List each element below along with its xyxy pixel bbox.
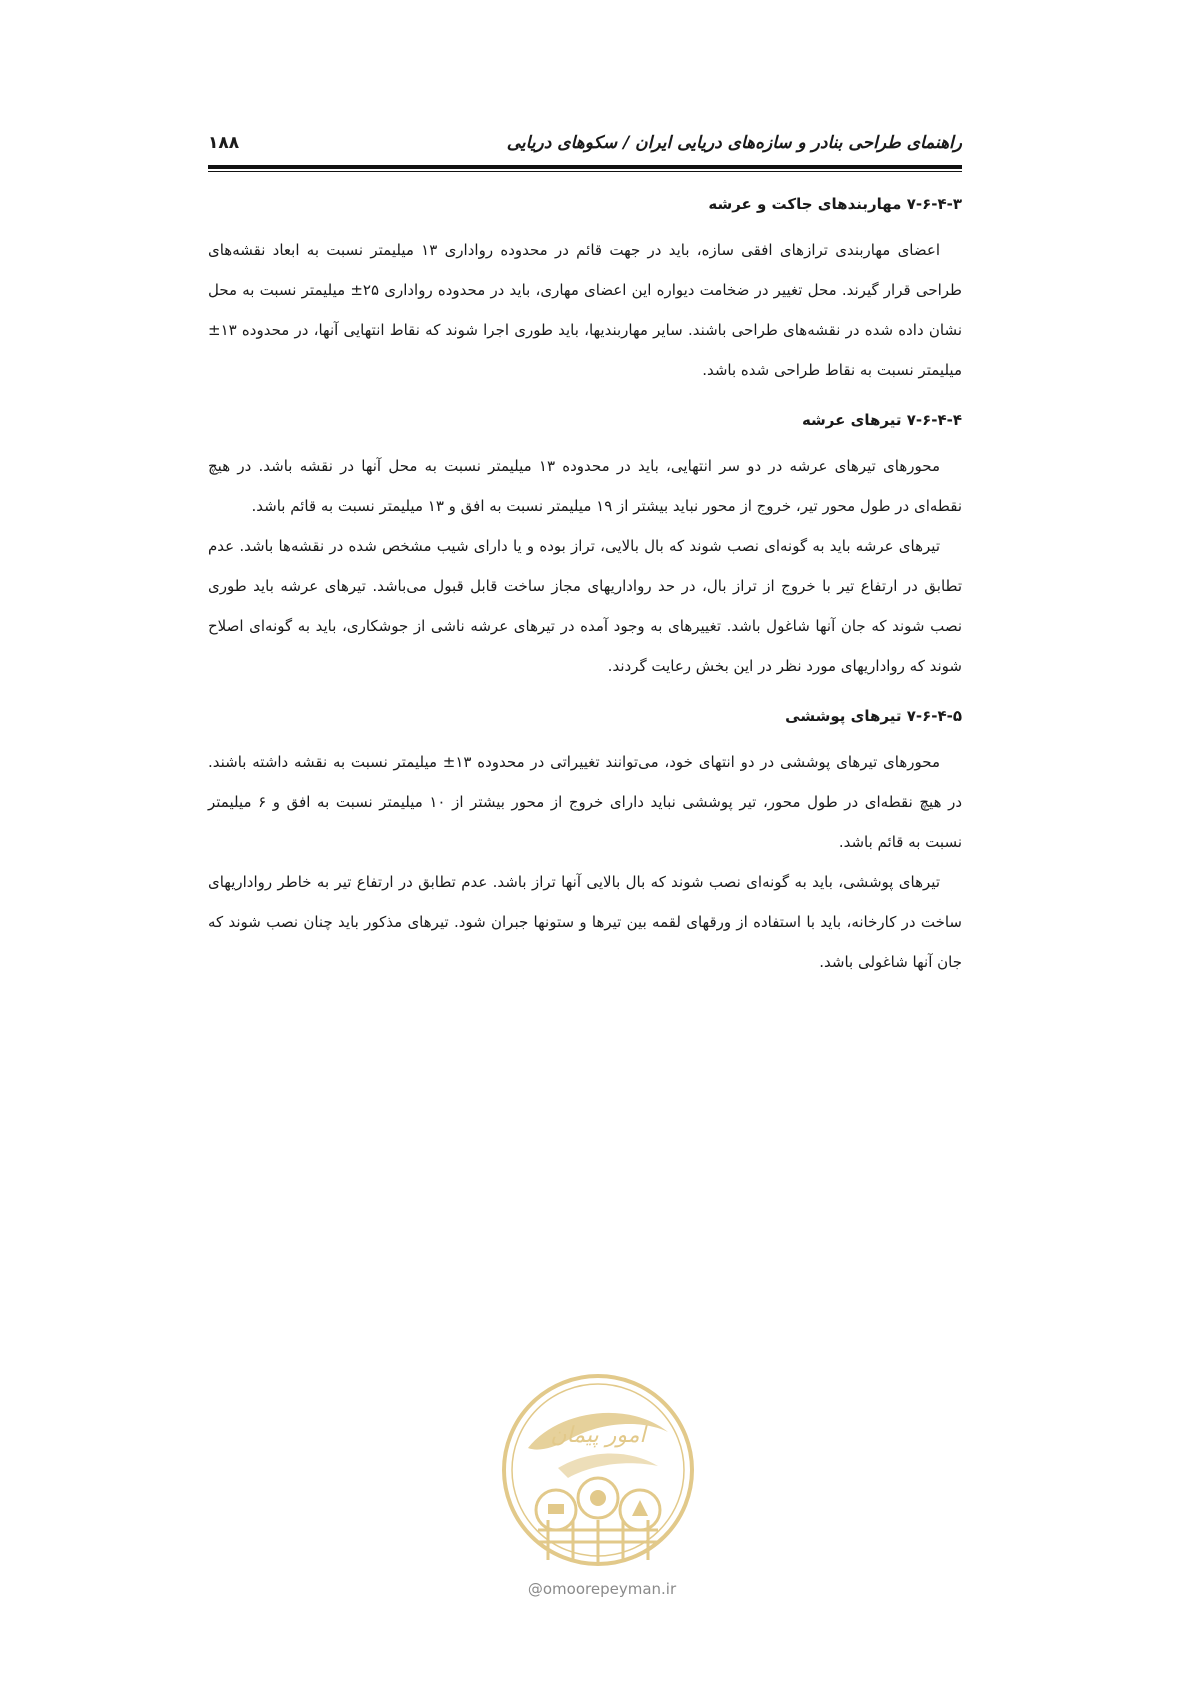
section-heading: ۷-۶-۴-۴ تیرهای عرشه xyxy=(801,411,962,429)
section-deck-beams xyxy=(208,406,962,686)
watermark-logo-text: امور پیمان xyxy=(550,1423,646,1448)
body-content xyxy=(208,190,962,998)
section-cover-beams xyxy=(208,702,962,982)
header-title: راهنمای طراحی بنادر و سازه‌های دریایی ایران / سکوهای دریایی xyxy=(506,133,962,153)
watermark-logo xyxy=(498,1370,698,1570)
running-header xyxy=(208,130,962,160)
paragraph: اعضای مهاربندی ترازهای افقی سازه، باید در جهت قائم در محدوده رواداری ۱۳ میلیمتر نسبت به ابعاد نقشه‌های طراحی قرار گیرند. محل تغییر در ضخامت دیواره این اعضای مهاری، باید در محدوده رواداری ۲۵± میلیمتر نسبت به محل نشان داده شده در نقشه‌های طراحی باشند. سایر مهاربندیها، باید طوری اجرا شوند که نقاط انتهایی آنها، در محدوده ۱۳± میلیمتر نسبت به نقاط طراحی شده باشد. xyxy=(208,241,962,379)
paragraph: محورهای تیرهای عرشه در دو سر انتهایی، باید در محدوده ۱۳ میلیمتر نسبت به محل آنها در نقشه باشد. در هیچ نقطه‌ای در طول محور تیر، خروج از محور نباید بیشتر از ۱۹ میلیمتر نسبت به افق و ۱۳ میلیمتر نسبت به قائم باشد. xyxy=(208,457,962,515)
paragraph: تیرهای عرشه باید به گونه‌ای نصب شوند که بال بالایی، تراز بوده و یا دارای شیب مشخص شده در نقشه‌ها باشد. عدم تطابق در ارتفاع تیر با خروج از تراز بال، در حد رواداریهای مجاز ساخت قابل قبول می‌باشد. تیرهای عرشه باید طوری نصب شوند که جان آنها شاغول باشد. تغییرهای به وجود آمده در تیرهای عرشه ناشی از جوشکاری، باید به گونه‌ای اصلاح شوند که رواداریهای مورد نظر در این بخش رعایت گردند. xyxy=(208,537,962,675)
watermark-url: @omoorepeyman.ir xyxy=(527,1580,677,1598)
paragraph: تیرهای پوششی، باید به گونه‌ای نصب شوند که بال بالایی آنها تراز باشد. عدم تطابق در ارتفاع تیر به خاطر رواداریهای ساخت در کارخانه، باید با استفاده از ورقهای لقمه بین تیرها و ستونها جبران شود. تیرهای مذکور باید چنان نصب شوند که جان آنها شاغولی باشد. xyxy=(208,873,962,971)
header-rule-thin xyxy=(208,171,962,172)
section-heading: ۷-۶-۴-۳ مهاربندهای جاکت و عرشه xyxy=(708,195,962,213)
page-number: ۱۸۸ xyxy=(208,133,240,153)
header-rule-thick xyxy=(208,165,962,169)
section-jacket-deck-bracing xyxy=(208,190,962,390)
paragraph: محورهای تیرهای پوششی در دو انتهای خود، می‌توانند تغییراتی در محدوده ۱۳± میلیمتر نسبت به نقشه داشته باشند. در هیچ نقطه‌ای در طول محور، تیر پوششی نباید دارای خروج از محور بیشتر از ۱۰ میلیمتر نسبت به افق و ۶ میلیمتر نسبت به قائم باشد. xyxy=(208,753,963,851)
section-heading: ۷-۶-۴-۵ تیرهای پوششی xyxy=(785,707,962,725)
